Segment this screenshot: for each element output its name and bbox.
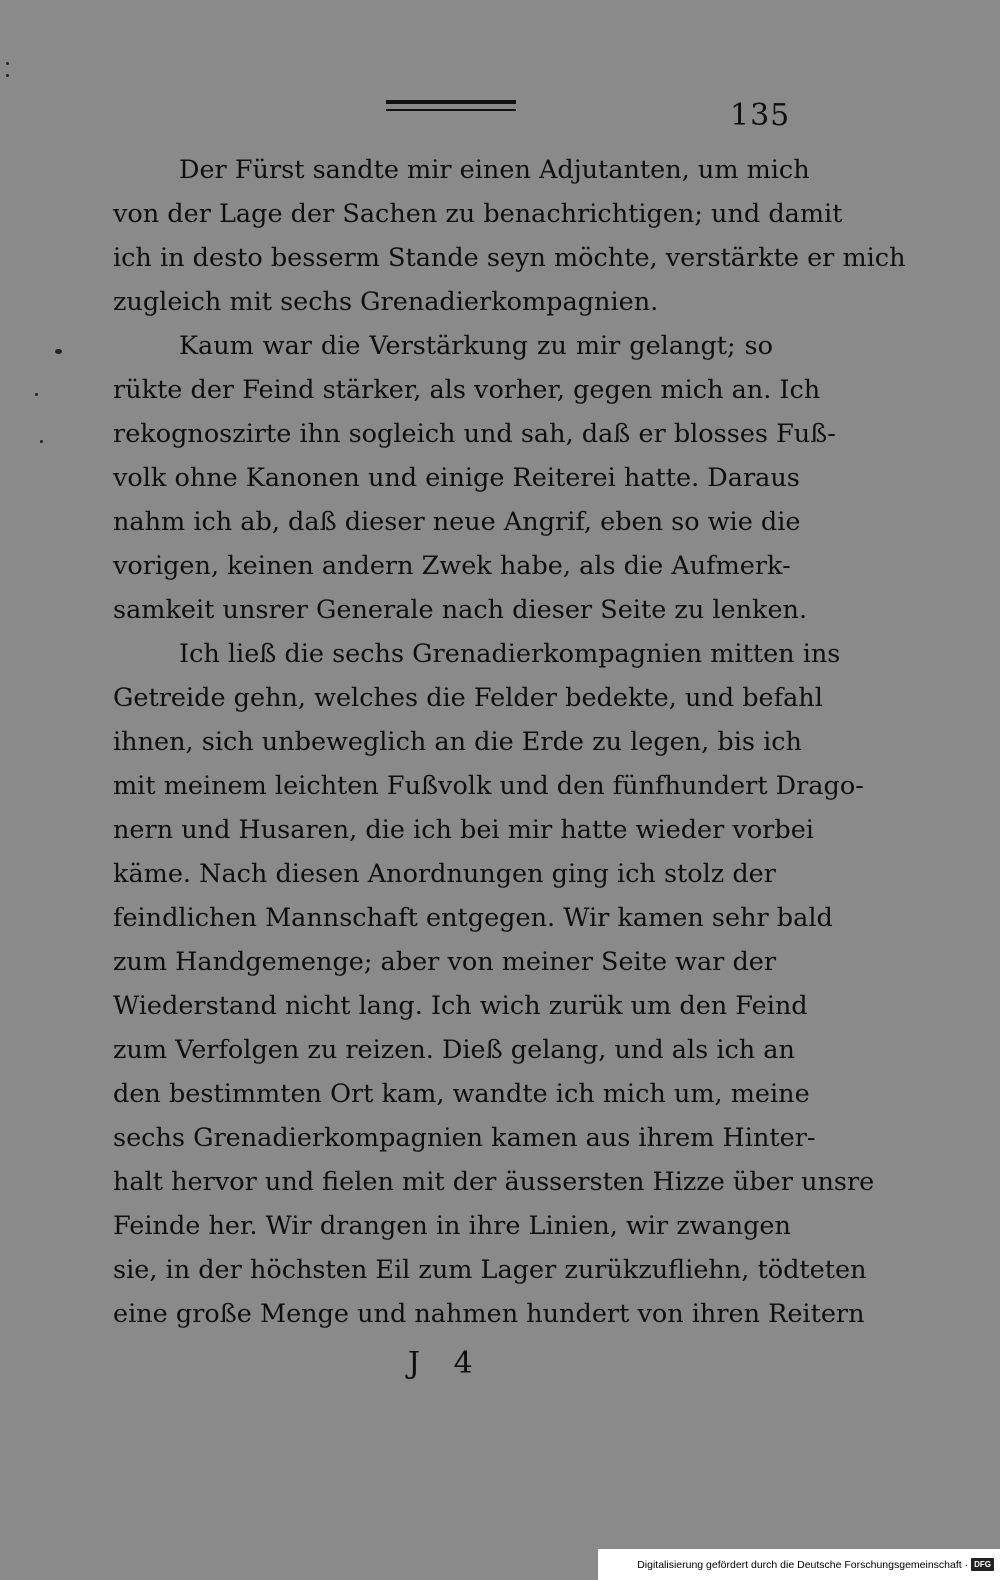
scan-speck <box>35 393 38 396</box>
scan-speck <box>6 74 9 77</box>
text-line: eine große Menge und nahmen hundert von ihren Reitern <box>113 1299 865 1329</box>
text-line: Wiederstand nicht lang. Ich wich zurük um den Feind <box>113 991 808 1021</box>
text-line: sie, in der höchsten Eil zum Lager zurükzufliehn, tödteten <box>113 1255 867 1285</box>
text-line: zugleich mit sechs Grenadierkompagnien. <box>113 287 659 317</box>
scan-speck <box>6 62 9 65</box>
dfg-logo: DFG <box>971 1558 994 1571</box>
digitization-footer <box>598 1549 1000 1580</box>
text-line: sechs Grenadierkompagnien kamen aus ihrem Hinter- <box>113 1123 816 1153</box>
text-line: ich in desto besserm Stande seyn möchte, verstärkte er mich <box>113 243 906 273</box>
text-line: samkeit unsrer Generale nach dieser Seite zu lenken. <box>113 595 808 625</box>
scan-speck <box>40 440 43 443</box>
text-line: zum Handgemenge; aber von meiner Seite war der <box>113 947 777 977</box>
text-line: mit meinem leichten Fußvolk und den fünfhundert Drago- <box>113 771 864 801</box>
text-line: ihnen, sich unbeweglich an die Erde zu legen, bis ich <box>113 727 802 757</box>
text-line: Der Fürst sandte mir einen Adjutanten, um mich <box>179 155 810 185</box>
text-line: Feinde her. Wir drangen in ihre Linien, wir zwangen <box>113 1211 791 1241</box>
signature-mark: J 4 <box>408 1346 485 1381</box>
text-line: rekognoszirte ihn sogleich und sah, daß er blosses Fuß- <box>113 419 836 449</box>
text-line: nahm ich ab, daß dieser neue Angrif, eben so wie die <box>113 507 801 537</box>
text-line: käme. Nach diesen Anordnungen ging ich stolz der <box>113 859 776 889</box>
header-rule-thin <box>386 109 516 111</box>
text-line: den bestimmten Ort kam, wandte ich mich um, meine <box>113 1079 810 1109</box>
text-line: zum Verfolgen zu reizen. Dieß gelang, und als ich an <box>113 1035 795 1065</box>
scan-speck <box>55 349 62 354</box>
text-line: Getreide gehn, welches die Felder bedekte, und befahl <box>113 683 823 713</box>
page-number: 135 <box>730 98 791 133</box>
body-text <box>113 148 906 1336</box>
text-line: Kaum war die Verstärkung zu mir gelangt; so <box>179 331 773 361</box>
text-line: rükte der Feind stärker, als vorher, gegen mich an. Ich <box>113 375 821 405</box>
footer-text: Digitalisierung gefördert durch die Deutsche Forschungsgemeinschaft · <box>637 1558 969 1571</box>
text-line: von der Lage der Sachen zu benachrichtigen; und damit <box>113 199 843 229</box>
text-line: vorigen, keinen andern Zwek habe, als die Aufmerk- <box>113 551 791 581</box>
text-line: feindlichen Mannschaft entgegen. Wir kamen sehr bald <box>113 903 833 933</box>
text-line: volk ohne Kanonen und einige Reiterei hatte. Daraus <box>113 463 800 493</box>
text-line: halt hervor und fielen mit der äussersten Hizze über unsre <box>113 1167 875 1197</box>
header-rule <box>386 100 516 104</box>
text-line: nern und Husaren, die ich bei mir hatte wieder vorbei <box>113 815 814 845</box>
text-line: Ich ließ die sechs Grenadierkompagnien mitten ins <box>179 639 841 669</box>
